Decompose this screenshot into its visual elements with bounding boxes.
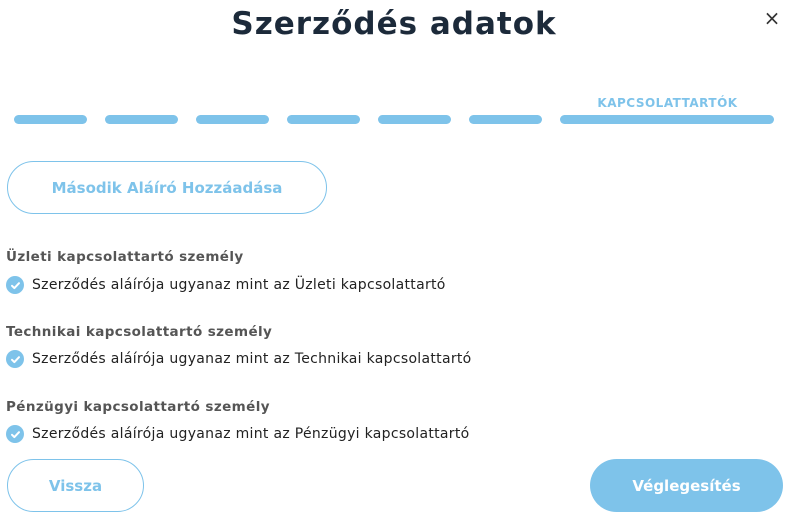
technical-contact-same-as-signer-row[interactable] <box>6 349 472 369</box>
step-4-segment <box>287 115 360 124</box>
financial-contact-checkbox-label: Szerződés aláírója ugyanaz mint az Pénzügyi kapcsolattartó <box>32 426 470 442</box>
active-step-label: KAPCSOLATTARTÓK <box>597 96 738 110</box>
technical-contact-checkbox-label: Szerződés aláírója ugyanaz mint az Technikai kapcsolattartó <box>32 351 472 367</box>
step-7-segment-active <box>560 115 774 124</box>
finalize-button[interactable]: Véglegesítés <box>590 459 783 512</box>
close-icon[interactable]: × <box>763 6 781 30</box>
add-second-signer-button[interactable]: Második Aláíró Hozzáadása <box>7 161 327 214</box>
checkbox-checked-icon[interactable] <box>6 425 24 443</box>
step-3-segment <box>196 115 269 124</box>
step-6-segment <box>469 115 542 124</box>
business-contact-same-as-signer-row[interactable] <box>6 275 446 295</box>
technical-contact-heading: Technikai kapcsolattartó személy <box>6 324 273 340</box>
progress-stepper <box>14 115 776 125</box>
financial-contact-same-as-signer-row[interactable] <box>6 424 470 444</box>
checkbox-checked-icon[interactable] <box>6 276 24 294</box>
business-contact-heading: Üzleti kapcsolattartó személy <box>6 249 244 265</box>
back-button[interactable]: Vissza <box>7 459 144 512</box>
modal-title: Szerződés adatok <box>231 6 557 42</box>
step-2-segment <box>105 115 178 124</box>
step-1-segment <box>14 115 87 124</box>
checkbox-checked-icon[interactable] <box>6 350 24 368</box>
step-5-segment <box>378 115 451 124</box>
financial-contact-heading: Pénzügyi kapcsolattartó személy <box>6 399 270 415</box>
business-contact-checkbox-label: Szerződés aláírója ugyanaz mint az Üzleti kapcsolattartó <box>32 277 446 293</box>
